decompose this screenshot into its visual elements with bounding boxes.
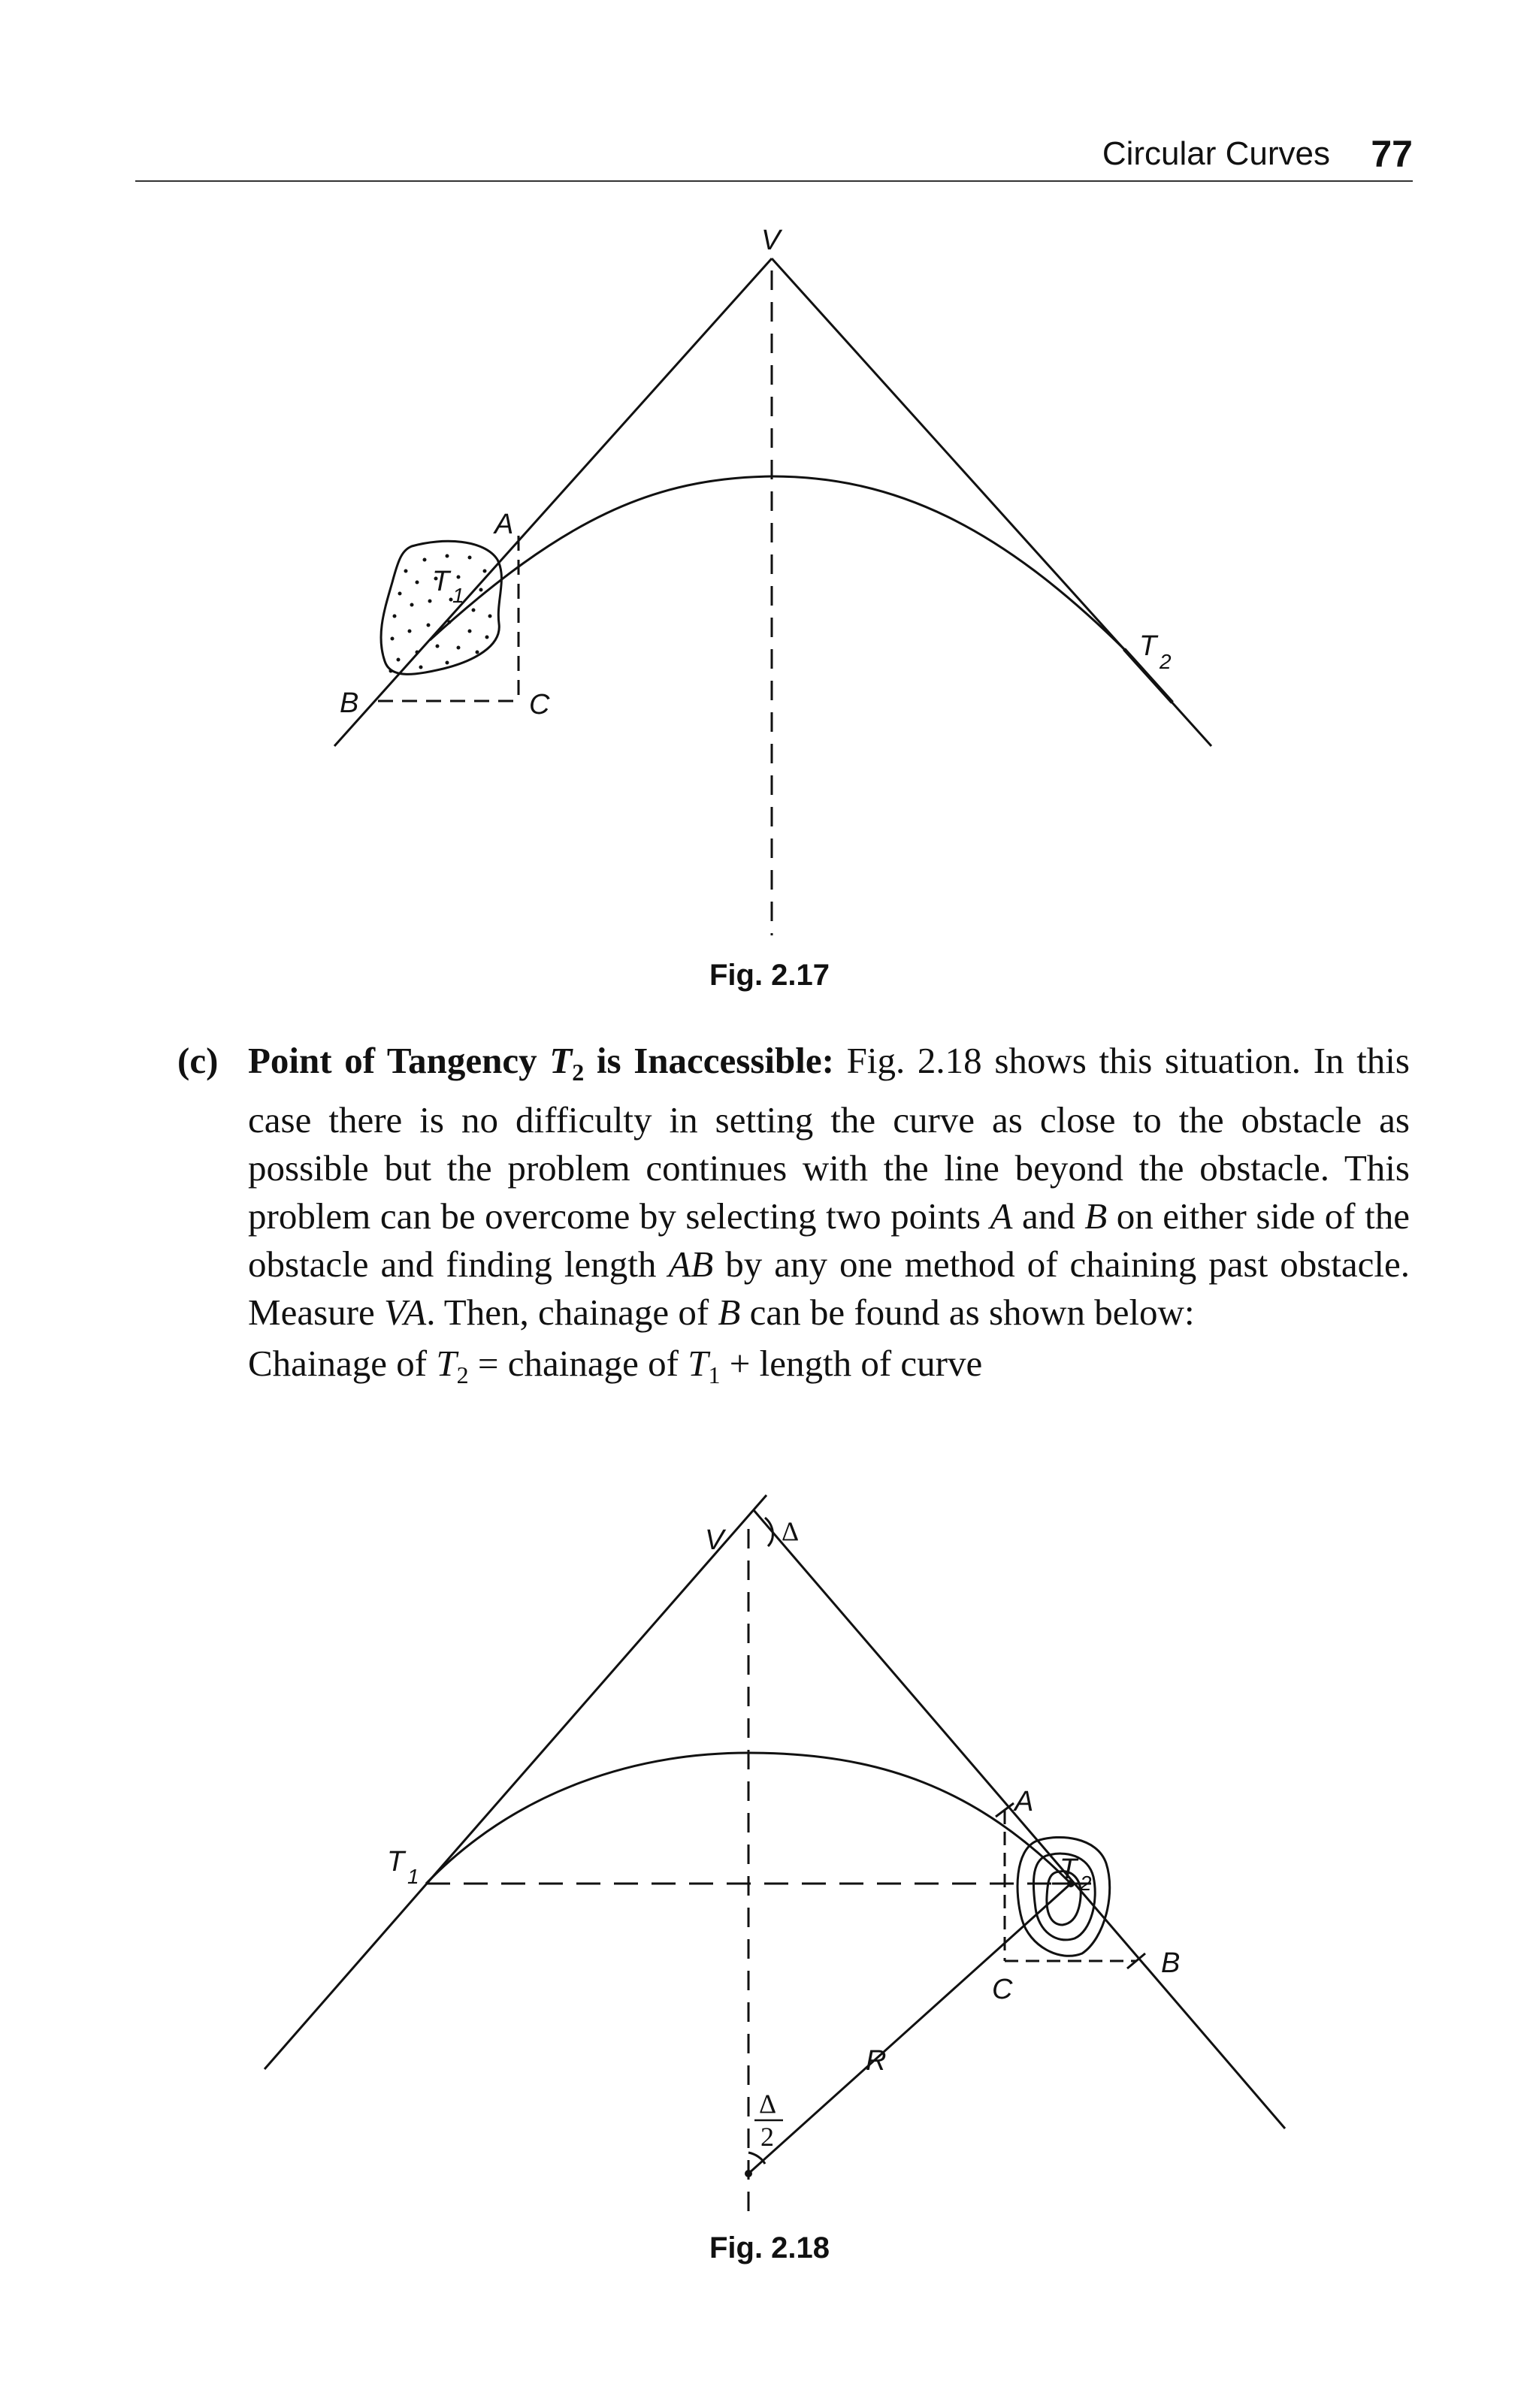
label-r: R	[866, 2045, 887, 2077]
section-heading: Point of Tangency $T_2$ is Inaccessible:	[248, 1040, 834, 1086]
label-t1: T	[432, 566, 450, 597]
label-t1-sub: 1	[452, 584, 464, 607]
figure-2-18-caption: Fig. 2.18	[709, 2231, 830, 2264]
label-v: V	[761, 225, 781, 256]
label-t2-sub: 2	[1160, 650, 1172, 673]
tangent-right	[754, 1510, 1285, 2129]
label-t2: T	[1060, 1854, 1078, 1885]
label-t1-sub: 1	[407, 1865, 419, 1888]
section-marker: (c)	[177, 1040, 219, 1081]
label-c: C	[529, 689, 550, 721]
tangent-left	[265, 1495, 766, 2069]
label-t2: T	[1139, 630, 1157, 662]
figure-2-17-caption: Fig. 2.17	[709, 959, 830, 992]
delta-arc	[765, 1518, 773, 1546]
running-title: Circular Curves	[1102, 135, 1330, 172]
page-number: 77	[1371, 133, 1413, 175]
label-half-delta-den: 2	[760, 2122, 774, 2152]
label-v: V	[705, 1524, 724, 1556]
label-b: B	[340, 687, 359, 719]
label-b: B	[1161, 1947, 1181, 1979]
label-a: A	[494, 509, 514, 540]
label-c: C	[992, 1974, 1013, 2005]
radius-r	[748, 1884, 1071, 2174]
centre-point	[745, 2170, 752, 2177]
chainage-formula: Chainage of $T_2$ = chainage of $T_1$ + length of curve	[248, 1343, 983, 1388]
label-t2-sub: 2	[1080, 1872, 1092, 1895]
label-half-delta-num: Δ	[759, 2089, 777, 2119]
label-t1: T	[387, 1846, 405, 1878]
section-c-body: Point of Tangency $T_2$ is Inaccessible: Fig. 2.18 shows this situation. In this case there is no difficulty in setting the curve as close to the obstacle as possible but the problem continues with the line beyond the obstacle. This problem can be overcome by selecting two points A and B on either side of the obstacle and finding length AB by any one method of chaining past obstacle. Measure VA. Then, chainage of B can be found as shown below:	[248, 1040, 1410, 1333]
label-a: A	[1014, 1786, 1034, 1817]
label-delta: Δ	[782, 1516, 800, 1546]
